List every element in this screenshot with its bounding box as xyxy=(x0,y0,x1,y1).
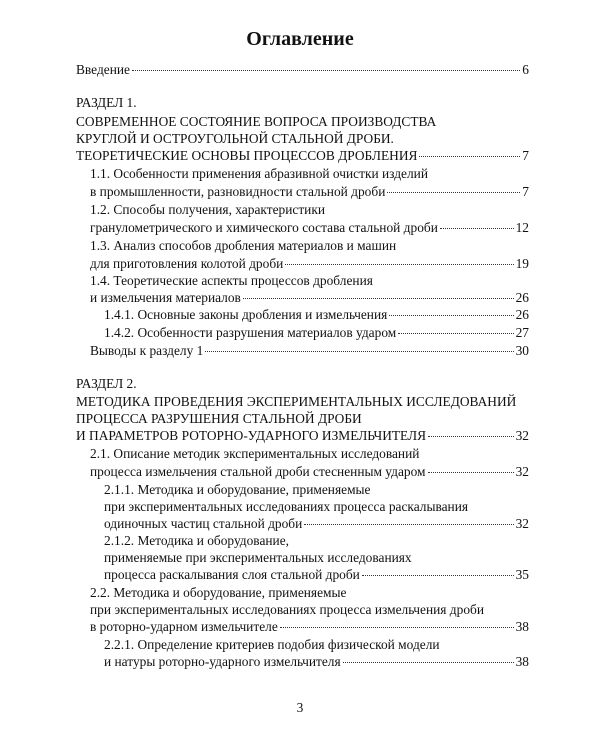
section-1-title-last: ТЕОРЕТИЧЕСКИЕ ОСНОВЫ ПРОЦЕССОВ ДРОБЛЕНИЯ xyxy=(76,148,418,163)
toc-page-number: 30 xyxy=(515,343,529,358)
toc-page-number: 7 xyxy=(522,184,529,199)
page-number: 3 xyxy=(296,700,304,715)
toc-entry-text: Введение xyxy=(76,62,130,77)
dot-leader xyxy=(132,70,520,71)
toc-entry-text: 2.2.1. Определение критериев подобия физической модели xyxy=(104,637,440,652)
toc-entry-1-1[interactable] xyxy=(90,184,529,200)
section-1-title-line: СОВРЕМЕННОЕ СОСТОЯНИЕ ВОПРОСА ПРОИЗВОДСТВА xyxy=(76,114,437,129)
toc-entry-text: при экспериментальных исследованиях процесса раскалывания xyxy=(104,499,469,514)
dot-leader xyxy=(243,298,514,299)
dot-leader xyxy=(398,333,513,334)
toc-entry-1-3[interactable] xyxy=(90,256,529,272)
dot-leader xyxy=(419,156,520,157)
toc-page-number: 12 xyxy=(515,220,529,235)
toc-entry-text: 2.2. Методика и оборудование, применяемые xyxy=(90,585,347,600)
section-2-title-last: И ПАРАМЕТРОВ РОТОРНО-УДАРНОГО ИЗМЕЛЬЧИТЕЛЯ xyxy=(76,428,427,443)
toc-entry-text: процесса раскалывания слоя стальной дроби xyxy=(104,567,360,582)
toc-page-number: 6 xyxy=(522,62,529,77)
toc-entry-text: гранулометрического и химического состава стальной дроби xyxy=(90,220,438,235)
dot-leader xyxy=(205,351,513,352)
toc-entry-text: Выводы к разделу 1 xyxy=(90,343,204,358)
toc-entry-text: 1.1. Особенности применения абразивной очистки изделий xyxy=(90,166,428,181)
toc-page-number: 32 xyxy=(515,516,529,531)
toc-page-number: 38 xyxy=(515,619,529,634)
toc-page-number: 32 xyxy=(515,464,529,479)
toc-entry-text: 2.1.2. Методика и оборудование, xyxy=(104,533,290,548)
dot-leader xyxy=(428,472,514,473)
dot-leader xyxy=(387,192,520,193)
toc-entry-text: 1.4.1. Основные законы дробления и измельчения xyxy=(104,307,388,322)
toc-entry-1-4[interactable] xyxy=(90,290,529,306)
toc-entry-text: и измельчения материалов xyxy=(90,290,241,305)
toc-entry-section-1[interactable] xyxy=(76,148,529,164)
toc-entry-text: и натуры роторно-ударного измельчителя xyxy=(104,654,341,669)
dot-leader xyxy=(440,228,514,229)
section-1-label: РАЗДЕЛ 1. xyxy=(76,95,137,110)
toc-page-number: 27 xyxy=(515,325,529,340)
toc-entry-text: для приготовления колотой дроби xyxy=(90,256,284,271)
section-2-label: РАЗДЕЛ 2. xyxy=(76,376,137,391)
toc-entry-text: 2.1. Описание методик экспериментальных исследований xyxy=(90,446,420,461)
toc-entry-2-2[interactable] xyxy=(90,619,529,635)
section-2-title-line: ПРОЦЕССА РАЗРУШЕНИЯ СТАЛЬНОЙ ДРОБИ xyxy=(76,411,362,426)
dot-leader xyxy=(280,627,514,628)
dot-leader xyxy=(428,436,514,437)
toc-entry-text: 1.4. Теоретические аспекты процессов дробления xyxy=(90,273,373,288)
toc-entry-text: применяемые при экспериментальных исследованиях xyxy=(104,550,412,565)
section-1-title-line: КРУГЛОЙ И ОСТРОУГОЛЬНОЙ СТАЛЬНОЙ ДРОБИ. xyxy=(76,131,394,146)
toc-entry-1-4-2[interactable] xyxy=(104,325,529,341)
toc-entry-text: 2.1.1. Методика и оборудование, применяемые xyxy=(104,482,371,497)
toc-entry-text: в промышленности, разновидности стальной дроби xyxy=(90,184,386,199)
toc-page-number: 26 xyxy=(515,290,529,305)
toc-entry-text: 1.3. Анализ способов дробления материалов и машин xyxy=(90,238,397,253)
toc-entry-2-2-1[interactable] xyxy=(104,654,529,670)
toc-entry-1-4-1[interactable] xyxy=(104,307,529,323)
page-title: Оглавление xyxy=(246,28,354,50)
toc-page-number: 7 xyxy=(522,148,529,163)
toc-entry-section-2[interactable] xyxy=(76,428,529,444)
toc-page-number: 32 xyxy=(515,428,529,443)
dot-leader xyxy=(304,524,513,525)
toc-page-number: 19 xyxy=(515,256,529,271)
toc-entry-1-2[interactable] xyxy=(90,220,529,236)
toc-entry-intro[interactable] xyxy=(76,62,529,78)
dot-leader xyxy=(389,315,513,316)
dot-leader xyxy=(362,575,514,576)
toc-entry-2-1-2[interactable] xyxy=(104,567,529,583)
dot-leader xyxy=(343,662,514,663)
toc-page-number: 35 xyxy=(515,567,529,582)
toc-entry-text: одиночных частиц стальной дроби xyxy=(104,516,303,531)
toc-entry-text: в роторно-ударном измельчителе xyxy=(90,619,278,634)
dot-leader xyxy=(285,264,513,265)
toc-entry-2-1[interactable] xyxy=(90,464,529,480)
toc-entry-text: при экспериментальных исследованиях процесса измельчения дроби xyxy=(90,602,484,617)
section-2-title-line: МЕТОДИКА ПРОВЕДЕНИЯ ЭКСПЕРИМЕНТАЛЬНЫХ ИССЛЕДОВАНИЙ xyxy=(76,394,517,409)
toc-entry-conclusion-1[interactable] xyxy=(90,343,529,359)
toc-entry-2-1-1[interactable] xyxy=(104,516,529,532)
toc-page-number: 38 xyxy=(515,654,529,669)
toc-entry-text: процесса измельчения стальной дроби стесненным ударом xyxy=(90,464,426,479)
toc-page-number: 26 xyxy=(515,307,529,322)
toc-entry-text: 1.4.2. Особенности разрушения материалов ударом xyxy=(104,325,397,340)
toc-entry-text: 1.2. Способы получения, характеристики xyxy=(90,202,326,217)
